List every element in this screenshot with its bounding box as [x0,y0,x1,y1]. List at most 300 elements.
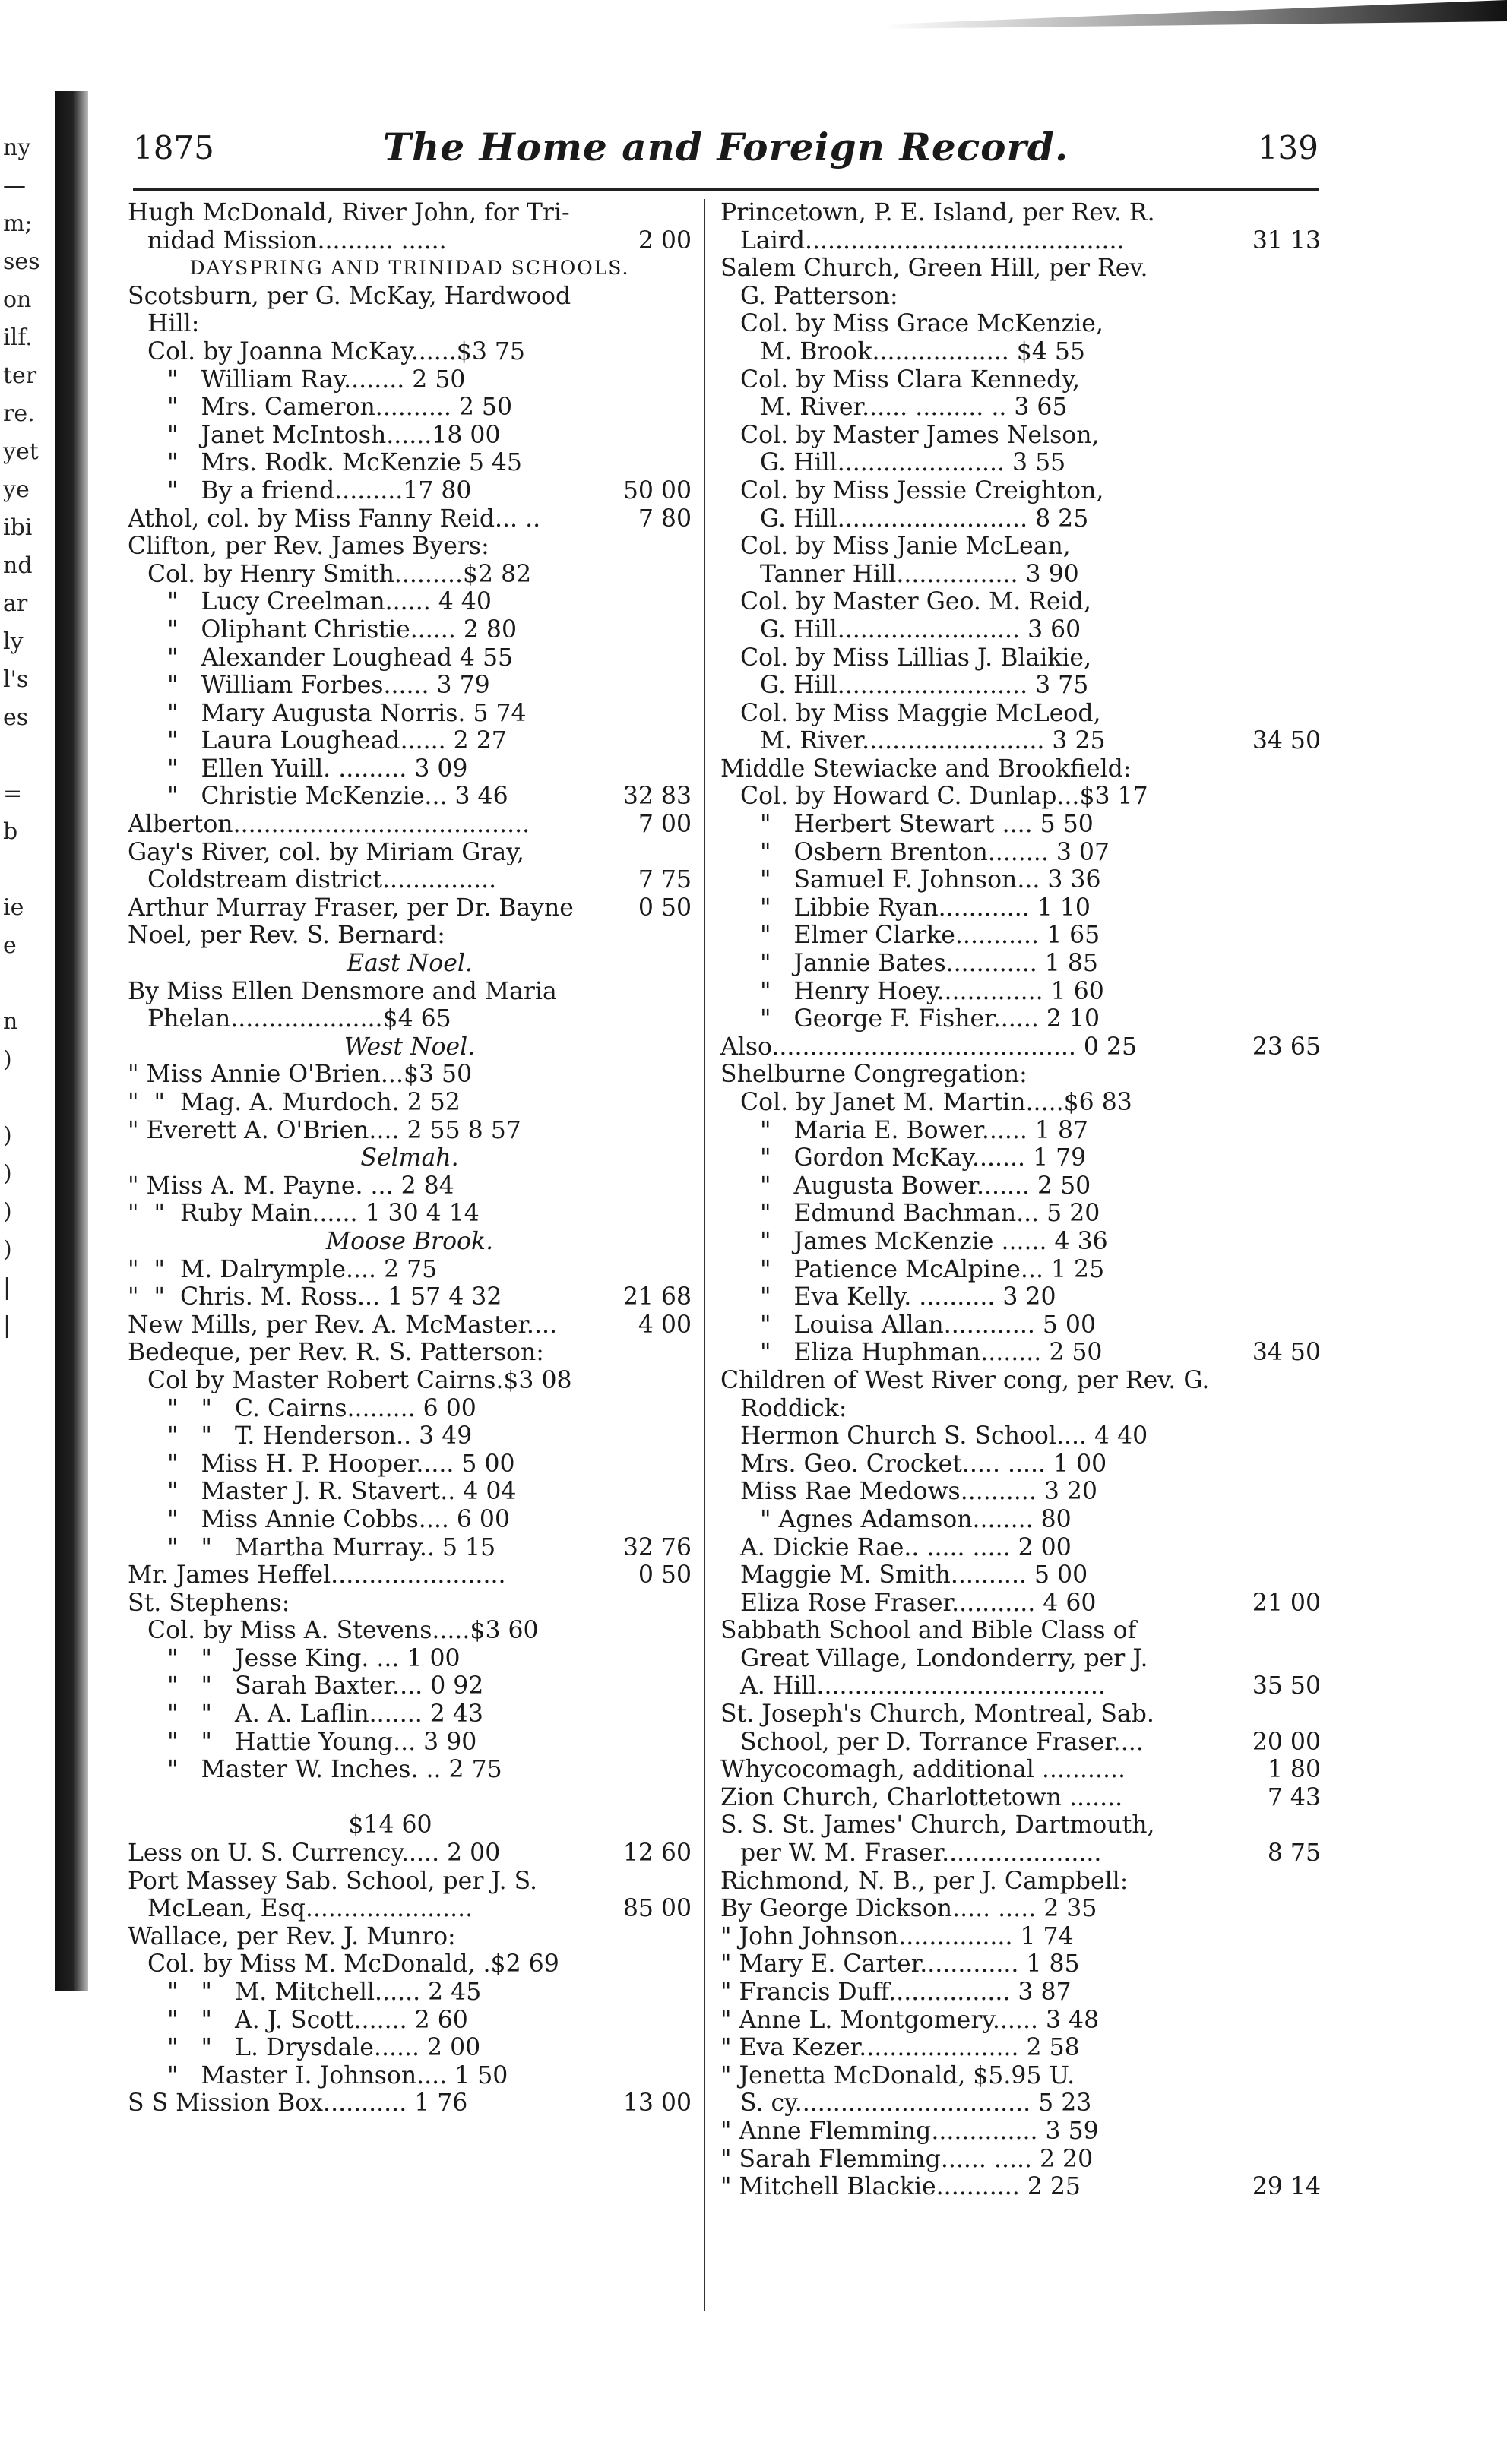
entry-text: Eliza Rose Fraser........... 4 60 [740,1589,1097,1617]
ledger-line [128,449,692,477]
entry-amount: 20 00 [1252,1728,1321,1756]
entry-text: Hugh McDonald, River John, for Tri- [128,199,570,226]
ledger-line [720,1117,1321,1145]
entry-text: DAYSPRING AND TRINIDAD SCHOOLS. [189,257,630,280]
ledger-line [720,2173,1321,2201]
ledger-line [720,1589,1321,1618]
ledger-line [720,394,1321,422]
entry-text: Arthur Murray Fraser, per Dr. Bayne [128,894,574,922]
entry-text: By George Dickson..... ..... 2 35 [720,1895,1097,1923]
entry-amount: 13 00 [622,2089,692,2118]
ledger-line [128,1950,692,1978]
ledger-line [720,2089,1321,2118]
entry-text: Bedeque, per Rev. R. S. Patterson: [128,1339,544,1367]
ledger-line [720,1144,1321,1172]
ledger-line [720,1506,1321,1534]
margin-fragment: ter [3,362,37,389]
ledger-line [128,1144,692,1172]
page-number: 139 [1257,129,1319,166]
ledger-line [720,866,1321,894]
ledger-line [720,1756,1321,1784]
ledger-line [720,1839,1321,1868]
entry-text: " " M. Dalrymple.... 2 75 [128,1255,438,1283]
ledger-line [128,1756,692,1784]
ledger-line [128,310,692,338]
ledger-line [720,1339,1321,1367]
margin-fragment: ) [3,1236,12,1263]
ledger-line [128,477,692,505]
entry-text: " Master W. Inches. .. 2 75 [167,1756,502,1784]
column-divider [704,199,705,2311]
ledger-line [720,199,1321,227]
ledger-line [720,1256,1321,1284]
ledger-line [128,755,692,783]
ledger-line [128,394,692,422]
ledger-line [128,950,692,978]
entry-text: Tanner Hill................ 3 90 [760,560,1079,588]
margin-fragment: nd [3,552,33,579]
entry-text: " Mrs. Rodk. McKenzie 5 45 [167,449,522,477]
page-header [133,125,1319,182]
ledger-line [128,1729,692,1757]
entry-amount: 50 00 [622,476,692,505]
ledger-line [720,1617,1321,1645]
entry-text: S S Mission Box........... 1 76 [128,2089,468,2118]
margin-fragment: ly [3,628,24,655]
margin-fragment: ie [3,894,24,921]
margin-fragment [3,851,49,889]
ledger-line [128,2089,692,2118]
margin-fragment: ) [3,1122,12,1149]
ledger-line [720,1729,1321,1757]
entry-text: Phelan....................$4 65 [147,1005,451,1033]
ledger-line [720,422,1321,450]
ledger-line [720,310,1321,338]
ledger-line [720,894,1321,922]
entry-text: " Anne Flemming.............. 3 59 [720,2117,1099,2145]
ledger-line [128,1700,692,1729]
entry-text: Zion Church, Charlottetown ....... [720,1783,1123,1811]
ledger-line [720,1089,1321,1117]
entry-text: " Henry Hoey.............. 1 60 [760,977,1104,1005]
entry-text: Col. by Master James Nelson, [740,421,1100,449]
entry-text: " Patience McAlpine... 1 25 [760,1255,1105,1283]
ledger-line [128,894,692,922]
entry-text: " Oliphant Christie...... 2 80 [167,615,517,644]
ledger-line [720,811,1321,839]
entry-text: Col. by Miss Jessie Creighton, [740,476,1104,505]
entry-text: Col. by Henry Smith.........$2 82 [147,560,532,588]
ledger-line [720,1784,1321,1812]
ledger-line [720,1311,1321,1340]
ledger-line [720,1895,1321,1923]
margin-fragment: re. [3,400,35,427]
entry-text: " " Martha Murray.. 5 15 [167,1533,496,1561]
entry-text: Salem Church, Green Hill, per Rev. [720,255,1148,283]
entry-text: " " Sarah Baxter.... 0 92 [167,1672,484,1700]
margin-fragment: = [3,780,23,807]
ledger-line [720,1561,1321,1589]
ledger-line [128,338,692,366]
ledger-line [128,505,692,533]
entry-text: " Mrs. Cameron.......... 2 50 [167,394,513,422]
ledger-line [720,1811,1321,1839]
entry-text: " Eva Kezer..................... 2 58 [720,2034,1080,2062]
margin-fragment: on [3,286,32,313]
entry-text: " William Ray........ 2 50 [167,365,466,394]
entry-text: G. Hill......................... 8 25 [760,505,1089,533]
entry-text: " Jenetta McDonald, $5.95 U. [720,2061,1075,2089]
ledger-line [720,1367,1321,1395]
ledger-line [720,1283,1321,1311]
ledger-line [720,255,1321,283]
entry-text: Scotsburn, per G. McKay, Hardwood [128,282,571,310]
entry-text: " Master I. Johnson.... 1 50 [167,2061,508,2089]
entry-text: " Mary E. Carter............. 1 85 [720,1950,1080,1978]
ledger-line [128,700,692,728]
entry-text: Mr. James Heffel....................... [128,1561,506,1589]
ledger-line [128,1561,692,1589]
ledger-line [128,1367,692,1395]
ledger-line [128,1033,692,1061]
entry-text: " Alexander Loughead 4 55 [167,644,514,672]
ledger-line [720,227,1321,255]
entry-text: G. Patterson: [740,282,898,310]
ledger-line [128,811,692,839]
entry-text: Mrs. Geo. Crocket..... ..... 1 00 [740,1450,1107,1478]
ledger-line [720,588,1321,616]
ledger-line [128,1256,692,1284]
margin-fragment: l's [3,666,29,693]
entry-text: " Eva Kelly. .......... 3 20 [760,1283,1056,1311]
entry-text: Great Village, Londonderry, per J. [740,1644,1148,1672]
margin-fragment: e [3,932,17,959]
ledger-line [128,616,692,644]
entry-text: Maggie M. Smith.......... 5 00 [740,1561,1088,1589]
left-column [128,199,692,2433]
ledger-line [128,283,692,311]
ledger-line [720,338,1321,366]
entry-text: Less on U. S. Currency..... 2 00 [128,1839,501,1868]
entry-text: A. Hill...................................... [740,1672,1106,1700]
ledger-line [720,283,1321,311]
entry-amount: 32 83 [622,783,692,811]
ledger-line [720,1700,1321,1729]
entry-text: S. cy............................... 5 23 [740,2089,1092,2118]
ledger-line [720,644,1321,672]
entry-text: Middle Stewiacke and Brookfield: [720,754,1132,783]
entry-amount: 1 80 [1267,1756,1321,1784]
entry-text: M. River...... ......... .. 3 65 [760,394,1068,422]
entry-amount: 32 76 [622,1533,692,1561]
entry-amount: 21 68 [622,1283,692,1311]
entry-text: M. Brook.................. $4 55 [760,337,1085,365]
entry-amount: 4 00 [638,1311,692,1339]
entry-text: Princetown, P. E. Island, per Rev. R. [720,199,1155,226]
ledger-line [720,1033,1321,1061]
ledger-line [128,1089,692,1117]
entry-text: " " C. Cairns......... 6 00 [167,1394,476,1422]
entry-text: Richmond, N. B., per J. Campbell: [720,1867,1129,1895]
entry-text: Col. by Miss Grace McKenzie, [740,310,1103,338]
ledger-line [128,978,692,1006]
entry-text: " Augusta Bower....... 2 50 [760,1172,1091,1200]
margin-fragment: ) [3,1160,12,1187]
ledger-line [128,1534,692,1562]
margin-fragment: ilf. [3,324,33,351]
ledger-line [720,1950,1321,1978]
entry-text: " George F. Fisher...... 2 10 [760,1005,1100,1033]
entry-amount: 34 50 [1252,1339,1321,1367]
ledger-line [128,2007,692,2035]
entry-text: Col. by Miss Lillias J. Blaikie, [740,644,1092,672]
ledger-line [720,2007,1321,2035]
margin-fragment: | [3,1312,11,1339]
ledger-line [720,922,1321,950]
entry-text: " Christie McKenzie... 3 46 [167,783,508,811]
entry-text: " " Chris. M. Ross... 1 57 4 32 [128,1283,502,1311]
ledger-line [128,1784,692,1812]
entry-text: Roddick: [740,1394,847,1422]
margin-fragment [3,965,49,1003]
entry-text: Col. by Miss Janie McLean, [740,533,1071,561]
entry-text: M. River........................ 3 25 [760,727,1106,755]
entry-text: " John Johnson............... 1 74 [720,1922,1074,1950]
ledger-line [128,1672,692,1700]
entry-amount: 7 75 [638,866,692,894]
entry-text: per W. M. Fraser..................... [740,1839,1102,1868]
ledger-line [128,1311,692,1340]
entry-text: Col. by Miss A. Stevens.....$3 60 [147,1617,539,1645]
entry-text: Clifton, per Rev. James Byers: [128,533,489,561]
entry-text: " " Ruby Main...... 1 30 4 14 [128,1200,480,1228]
ledger-line [720,505,1321,533]
entry-text: " Herbert Stewart .... 5 50 [760,811,1094,839]
ledger-line [128,227,692,255]
entry-text: " Libbie Ryan............ 1 10 [760,894,1091,922]
ledger-line [128,672,692,700]
entry-text: " " Mag. A. Murdoch. 2 52 [128,1089,461,1116]
ledger-line [720,1061,1321,1089]
ledger-line [720,533,1321,561]
entry-text: " Sarah Flemming...... ..... 2 20 [720,2145,1094,2173]
margin-fragment: ses [3,248,40,275]
ledger-line [720,2062,1321,2090]
entry-text: Sabbath School and Bible Class of [720,1617,1137,1645]
margin-fragment: ibi [3,514,33,541]
ledger-line [720,2146,1321,2174]
margin-fragment [3,1079,49,1117]
entry-amount: 31 13 [1252,226,1321,255]
entry-text: " " L. Drysdale...... 2 00 [167,2034,481,2062]
ledger-line [128,1422,692,1450]
ledger-line [128,1617,692,1645]
ledger-line [720,1228,1321,1256]
entry-text: Laird.......................................... [740,226,1125,255]
ledger-line [720,1005,1321,1033]
ledger-line [128,1200,692,1228]
ledger-line [128,2062,692,2090]
ledger-line [128,727,692,755]
entry-text: " Laura Loughead...... 2 27 [167,727,507,755]
page-title: The Home and Foreign Record. [382,125,1069,169]
entry-text: " Anne L. Montgomery...... 3 48 [720,2006,1100,2034]
ledger-line [128,1283,692,1311]
entry-text: " Eliza Huphman........ 2 50 [760,1339,1103,1367]
entry-text: Also........................................ 0 25 [720,1033,1138,1061]
entry-text: Whycocomagh, additional ........... [720,1756,1126,1784]
entry-text: " Osbern Brenton........ 3 07 [760,838,1110,866]
margin-fragment: yet [3,438,39,465]
entry-text: " " T. Henderson.. 3 49 [167,1422,473,1450]
ledger-line [720,1645,1321,1673]
entry-text: Col. by Master Geo. M. Reid, [740,588,1091,616]
entry-text: " James McKenzie ...... 4 36 [760,1227,1108,1255]
ledger-line [720,2118,1321,2146]
ledger-line [720,1172,1321,1200]
ledger-line [128,1645,692,1673]
ledger-line [128,366,692,394]
entry-text: " Francis Duff................ 3 87 [720,1978,1072,2006]
entry-text: " Miss Annie O'Brien...$3 50 [128,1061,473,1089]
ledger-line [128,1506,692,1534]
entry-text: A. Dickie Rae.. ..... ..... 2 00 [740,1533,1072,1561]
ledger-line [128,1228,692,1256]
entry-text: Moose Brook. [325,1227,494,1255]
entry-text: " Janet McIntosh......18 00 [167,421,501,449]
ledger-line [720,366,1321,394]
entry-text: Gay's River, col. by Miriam Gray, [128,838,524,866]
ledger-line [720,1478,1321,1506]
ledger-line [128,1868,692,1896]
entry-text: " Agnes Adamson........ 80 [760,1505,1072,1533]
scan-edge-smudge [884,0,1507,30]
ledger-line [720,1923,1321,1951]
entry-text: " Maria E. Bower...... 1 87 [760,1116,1089,1144]
ledger-line [128,922,692,950]
ledger-line [720,616,1321,644]
ledger-line [128,1339,692,1367]
margin-fragment: ye [3,476,30,503]
entry-amount: 0 50 [638,894,692,922]
ledger-line [128,839,692,867]
entry-text: G. Hill...................... 3 55 [760,449,1066,477]
entry-text: " William Forbes...... 3 79 [167,672,490,700]
entry-text: Col. by Howard C. Dunlap...$3 17 [740,783,1148,811]
entry-amount: 7 80 [638,505,692,533]
entry-text: G. Hill........................ 3 60 [760,615,1081,644]
header-rule [133,188,1319,191]
ledger-line [720,449,1321,477]
entry-text: " Ellen Yuill. ......... 3 09 [167,754,468,783]
ledger-line [720,727,1321,755]
margin-fragment: ny [3,134,31,161]
entry-text: " Miss A. M. Payne. ... 2 84 [128,1172,454,1200]
margin-fragment: b [3,818,18,845]
ledger-line [128,1589,692,1618]
ledger-line [128,199,692,227]
ledger-line [128,1061,692,1089]
entry-text: Noel, per Rev. S. Bernard: [128,922,445,950]
entry-text: " Edmund Bachman... 5 20 [760,1200,1100,1228]
entry-text: Col. by Miss Clara Kennedy, [740,365,1080,394]
ledger-line [720,1200,1321,1228]
ledger-line [720,561,1321,589]
ledger-line [128,588,692,616]
entry-text: " Louisa Allan............ 5 00 [760,1311,1096,1339]
entry-text: Wallace, per Rev. J. Munro: [128,1922,456,1950]
entry-text: McLean, Esq...................... [147,1895,473,1923]
margin-fragment: ) [3,1046,12,1073]
ledger-line [128,866,692,894]
ledger-line [720,1395,1321,1423]
ledger-line [128,1839,692,1868]
ledger-line [720,1534,1321,1562]
margin-fragment [3,737,49,775]
ledger-line [128,1923,692,1951]
ledger-line [128,1978,692,2007]
entry-text: nidad Mission.......... ...... [147,226,447,255]
ledger-line [128,2034,692,2062]
margin-fragments [3,129,49,1345]
ledger-line [720,1450,1321,1479]
entry-text: By Miss Ellen Densmore and Maria [128,977,557,1005]
entry-text: West Noel. [344,1033,476,1061]
entry-amount: 29 14 [1252,2173,1321,2201]
ledger-line [128,561,692,589]
entry-text: " Mary Augusta Norris. 5 74 [167,699,527,727]
entry-text: Col. by Miss M. McDonald, .$2 69 [147,1950,559,1978]
entry-text: Athol, col. by Miss Fanny Reid... .. [128,505,541,533]
entry-text: " " A. J. Scott....... 2 60 [167,2006,468,2034]
entry-amount: 2 00 [638,226,692,255]
entry-text: Col by Master Robert Cairns.$3 08 [147,1366,572,1394]
entry-text: Port Massey Sab. School, per J. S. [128,1867,538,1895]
ledger-line [128,1811,692,1839]
entry-amount: 23 65 [1252,1033,1321,1061]
entry-text: Col. by Janet M. Martin.....$6 83 [740,1089,1132,1116]
ledger-line [128,1395,692,1423]
ledger-line [128,1895,692,1923]
ledger-line [720,1868,1321,1896]
margin-fragment: ar [3,590,28,617]
ledger-line [720,672,1321,700]
ledger-line [128,1450,692,1479]
ledger-line [128,1117,692,1145]
entry-text: " Elmer Clarke........... 1 65 [760,922,1100,950]
entry-amount: 21 00 [1252,1589,1321,1617]
right-column [720,199,1321,2433]
entry-text: Shelburne Congregation: [720,1061,1027,1089]
header-year: 1875 [133,129,214,166]
ledger-line [128,1005,692,1033]
ledger-line [720,755,1321,783]
entry-amount: 85 00 [622,1895,692,1923]
entry-text: New Mills, per Rev. A. McMaster.... [128,1311,557,1339]
entry-text: St. Joseph's Church, Montreal, Sab. [720,1700,1154,1729]
ledger-line [128,533,692,561]
ledger-line [128,255,692,283]
ledger-line [720,2034,1321,2062]
entry-text: East Noel. [347,950,473,978]
entry-text: Alberton....................................... [128,811,530,839]
ledger-line [720,978,1321,1006]
entry-text: " Miss H. P. Hooper..... 5 00 [167,1450,515,1478]
ledger-line [720,1672,1321,1700]
entry-amount: 35 50 [1252,1672,1321,1700]
entry-text: Children of West River cong, per Rev. G. [720,1366,1210,1394]
entry-amount: 0 50 [638,1561,692,1589]
